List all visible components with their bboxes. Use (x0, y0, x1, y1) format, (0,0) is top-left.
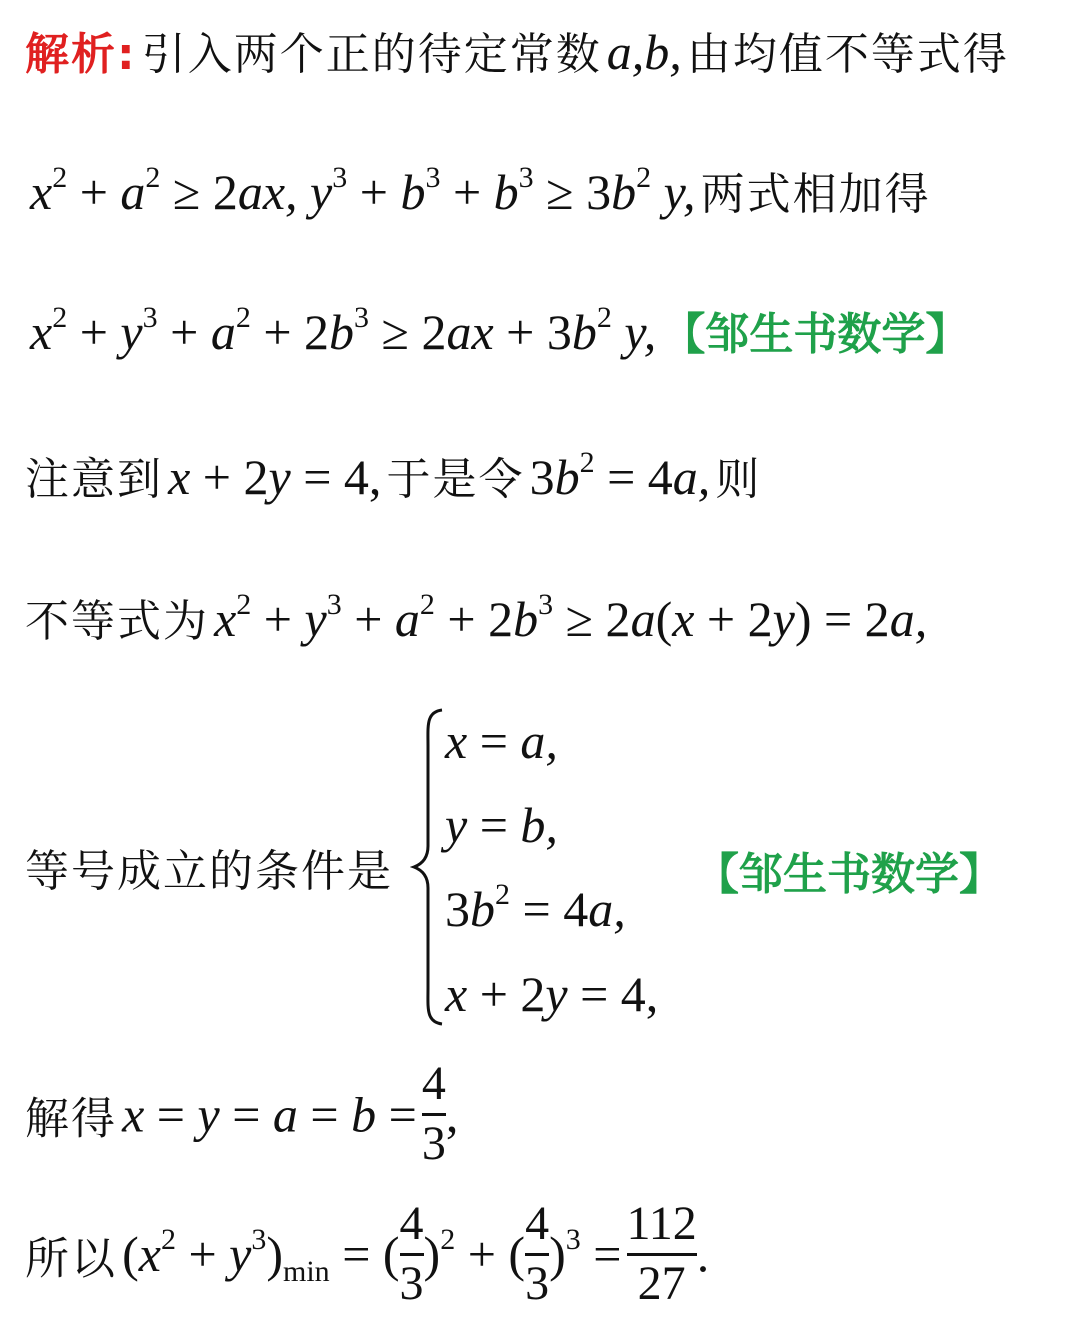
notice-mid: 于是令 (386, 454, 525, 505)
fraction-bar (525, 1253, 549, 1256)
min-result-den: 27 (637, 1256, 686, 1310)
fraction-bar (400, 1253, 424, 1256)
amgm-formula: $x^2 + a^2 \ge 2ax$, $y^3 + b^3 + b^3 \ge 3b^2$ y, (30, 161, 696, 220)
min-fraction-1 (400, 1198, 424, 1311)
heading-math-ab: a,b, (606, 24, 682, 80)
inequality-line (25, 585, 927, 649)
solution-frac-num: 4 (421, 1057, 446, 1110)
fraction-bar (627, 1253, 697, 1256)
min-fraction-2 (525, 1198, 549, 1311)
min-mid: )$^2$ + ( (423, 1223, 526, 1283)
inequality-formula: $x^2 + y^3 + a^2 + 2b^3 \ge 2a(x + 2y) = 2a$, (214, 588, 928, 647)
solution-comma: , (445, 1086, 459, 1143)
system-label: 等号成立的条件是 (25, 846, 393, 897)
min-frac2-den: 3 (525, 1256, 550, 1310)
system-eq-2: y = b, (445, 797, 558, 853)
sum-line (30, 298, 969, 362)
solution-fraction (422, 1058, 446, 1171)
min-subscript: min (283, 1255, 330, 1289)
inequality-prefix: 不等式为 (25, 596, 209, 647)
left-brace (410, 706, 450, 1028)
min-expression: $(x^2 + y^3)_{min}$ = ( (122, 1223, 400, 1289)
solution-frac-den: 3 (421, 1116, 446, 1170)
min-tail: )$^3$ = (549, 1223, 622, 1283)
system-eq-3: $3b^2 = 4a$, (445, 878, 626, 937)
min-line (25, 1198, 709, 1311)
min-frac1-den: 3 (399, 1256, 424, 1310)
heading-label: 解析: (25, 29, 137, 80)
fraction-bar (422, 1113, 446, 1116)
min-frac1-num: 4 (399, 1197, 424, 1250)
solution-formula: x = y = a = b = (122, 1086, 417, 1143)
sum-formula: $x^2 + y^3 + a^2 + 2b^3 \ge 2ax + 3b^2$ y, (30, 301, 657, 360)
constraint-formula: x + 2y = 4, (168, 449, 382, 505)
watermark-tag-1: 【邹生书数学】 (661, 309, 970, 360)
amgm-line (30, 158, 931, 222)
amgm-suffix: 两式相加得 (700, 169, 931, 220)
min-prefix: 所以 (25, 1233, 117, 1285)
notice-suffix: 则 (715, 454, 762, 505)
system-eq-1: x = a, (445, 713, 558, 769)
choice-formula: $3b^2 = 4a$, (529, 446, 711, 505)
solution-line (25, 1058, 458, 1171)
watermark-tag-2: 【邹生书数学】 (695, 849, 1003, 900)
system-eq-4: x + 2y = 4, (445, 966, 659, 1022)
solution-prefix: 解得 (25, 1093, 117, 1145)
min-period: . (696, 1226, 710, 1283)
min-result-fraction (627, 1198, 697, 1311)
min-frac2-num: 4 (525, 1197, 550, 1250)
notice-prefix: 注意到 (25, 454, 163, 505)
heading-text-a: 引入两个正的待定常数 (141, 29, 602, 80)
heading-text-b: 由均值不等式得 (686, 29, 1009, 80)
notice-line (25, 443, 761, 507)
min-result-num: 112 (626, 1197, 697, 1250)
heading-line (25, 18, 1009, 82)
